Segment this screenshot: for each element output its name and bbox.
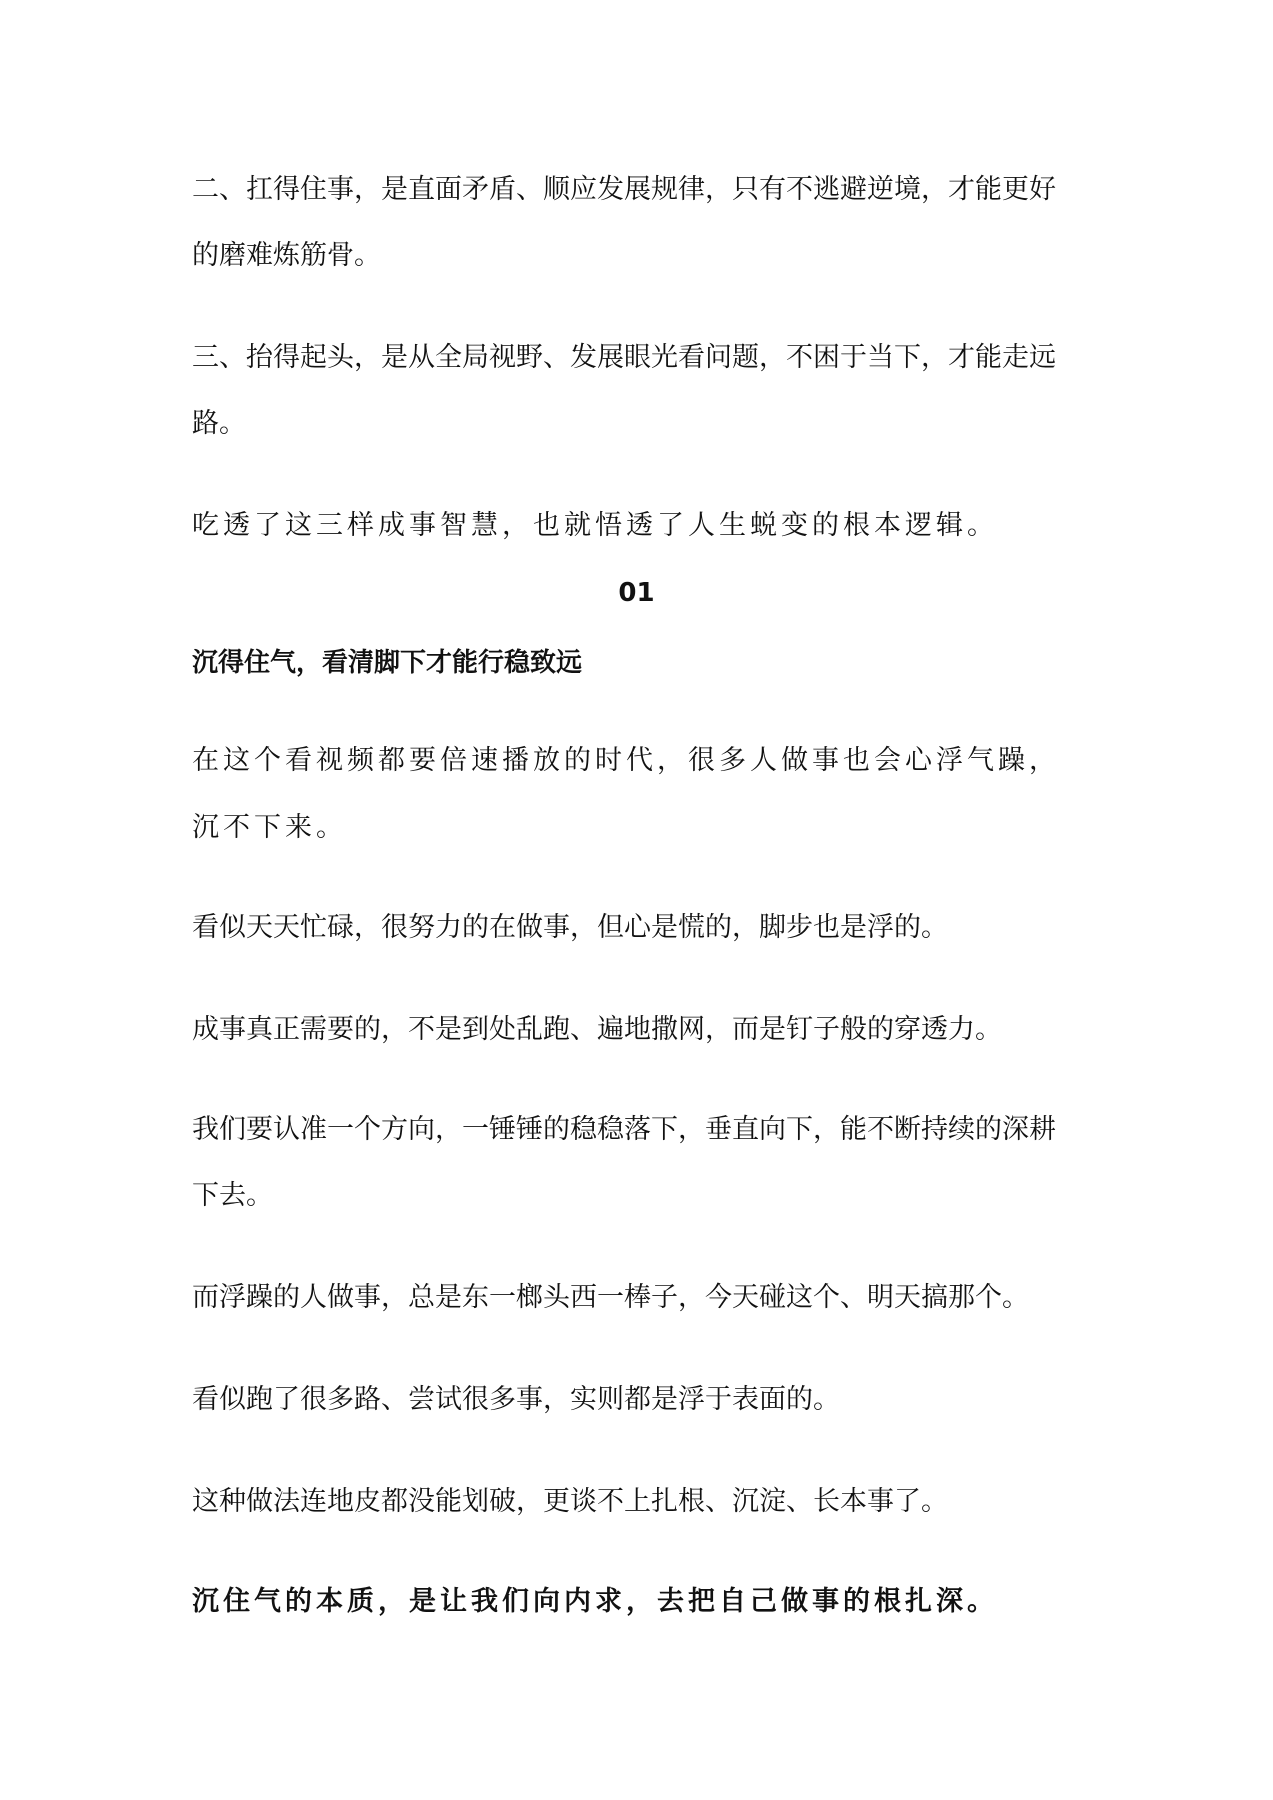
body-paragraph-2: 看似天天忙碌，很努力的在做事，但心是慌的，脚步也是浮的。	[192, 912, 948, 943]
body-paragraph-1-line-2: 沉不下来。	[192, 812, 347, 843]
section-number: 01	[618, 578, 655, 608]
closing-bold-paragraph: 沉住气的本质，是让我们向内求，去把自己做事的根扎深。	[192, 1586, 998, 1617]
body-paragraph-5: 而浮躁的人做事，总是东一榔头西一棒子，今天碰这个、明天搞那个。	[192, 1282, 1029, 1313]
body-paragraph-6: 看似跑了很多路、尝试很多事，实则都是浮于表面的。	[192, 1384, 840, 1415]
paragraph-three-line-2: 路。	[192, 408, 246, 439]
body-paragraph-4-line-1: 我们要认准一个方向，一锤锤的稳稳落下，垂直向下，能不断持续的深耕	[192, 1114, 1056, 1145]
paragraph-three-line-1: 三、抬得起头，是从全局视野、发展眼光看问题，不困于当下，才能走远	[192, 342, 1056, 373]
body-paragraph-7: 这种做法连地皮都没能划破，更谈不上扎根、沉淀、长本事了。	[192, 1486, 948, 1517]
paragraph-two-line-2: 的磨难炼筋骨。	[192, 240, 381, 271]
body-paragraph-1-line-1: 在这个看视频都要倍速播放的时代，很多人做事也会心浮气躁，	[192, 745, 1060, 776]
paragraph-two-line-1: 二、扛得住事，是直面矛盾、顺应发展规律，只有不逃避逆境，才能更好	[192, 174, 1056, 205]
body-paragraph-3: 成事真正需要的，不是到处乱跑、遍地撒网，而是钉子般的穿透力。	[192, 1014, 1002, 1045]
section-title: 沉得住气，看清脚下才能行稳致远	[192, 648, 583, 678]
body-paragraph-4-line-2: 下去。	[192, 1180, 273, 1211]
summary-paragraph: 吃透了这三样成事智慧，也就悟透了人生蜕变的根本逻辑。	[192, 510, 998, 541]
